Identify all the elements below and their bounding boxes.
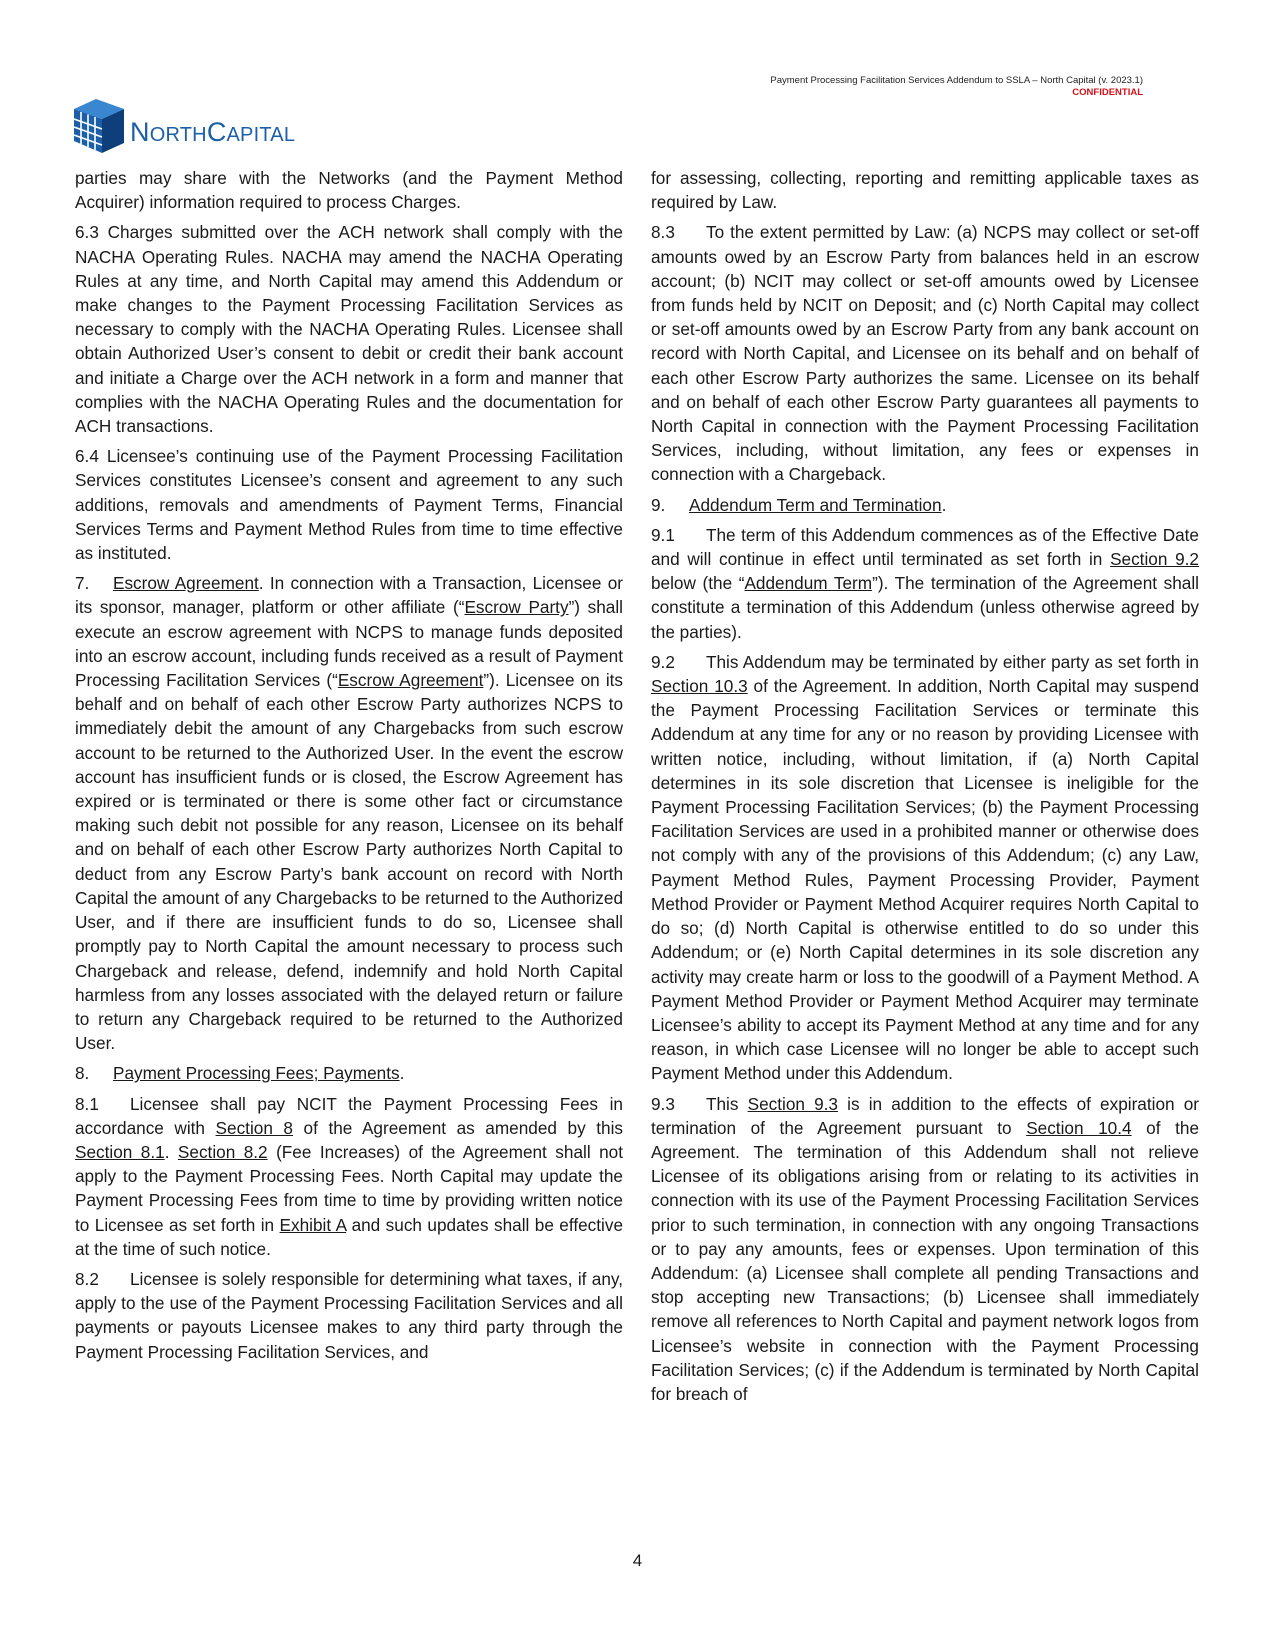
paragraph: for assessing, collecting, reporting and remitting applicable taxes as required by Law. xyxy=(651,168,1199,213)
cross-reference: Section 8.1 xyxy=(75,1141,165,1162)
cross-reference: Section 10.4 xyxy=(1026,1117,1132,1138)
section-9-heading: 9. Addendum Term and Termination. xyxy=(651,493,1199,517)
section-number: 9.3 xyxy=(651,1093,675,1114)
cross-reference: Section 9.3 xyxy=(747,1093,838,1114)
page-number: 4 xyxy=(632,1551,643,1570)
section-number: 8. xyxy=(75,1063,90,1084)
cross-reference: Section 8.2 xyxy=(177,1141,268,1162)
cross-reference: Section 9.2 xyxy=(1110,549,1199,570)
section-number: 7. xyxy=(75,573,90,594)
section-9-2: 9.2 This Addendum may be terminated by either party as set forth in Section 10.3 of the Agreement. In addition, North Capital may suspend the Payment Processing Facilitation Services or terminate this Addendum at any time for any or no reason by providing Licensee with written notice, including, without limitation, if (a) North Capital determines in its sole discretion that Licensee is ineligible for the Payment Processing Facilitation Services; (b) the Payment Processing Facilitation Services are used in a prohibited manner or otherwise does not comply with any of the provisions of this Addendum; (c) any Law, Payment Method Rules, Payment Processing Provider, Payment Method Provider or Payment Method Acquirer requires North Capital to do so; (d) North Capital is otherwise entitled to do so under this Addendum; or (e) North Capital determines in its sole discretion any activity may create harm or loss to the goodwill of a Payment Method. A Payment Method Provider or Payment Method Acquirer may terminate Licensee’s ability to accept its Payment Method at any time and for any reason, in which case Licensee will no longer be able to accept such Payment Method under this Addendum. xyxy=(651,651,1200,1084)
paragraph-6-3: 6.3 Charges submitted over the ACH network shall comply with the NACHA Operating Rules. NACHA may amend the NACHA Operating Rules at any time, and North Capital may amend this Addendum or make changes to the Payment Processing Facilitation Services as necessary to comply with the NACHA Operating Rules. Licensee shall obtain Authorized User’s consent to debit or credit their bank account and initiate a Charge over the ACH network in a form and manner that complies with the NACHA Operating Rules and the documentation for ACH transactions. xyxy=(75,222,623,437)
cross-reference: Section 10.3 xyxy=(651,676,748,697)
section-number: 9.2 xyxy=(651,651,675,672)
right-column xyxy=(651,166,1199,1412)
section-heading: Payment Processing Fees; Payments xyxy=(113,1063,400,1084)
paragraph: parties may share with the Networks (and the Payment Method Acquirer) information required to process Charges. xyxy=(75,168,623,213)
section-number: 8.2 xyxy=(75,1268,99,1289)
document-title: Payment Processing Facilitation Services Addendum to SSLA – North Capital (v. 2023.1) xyxy=(770,75,1143,86)
left-column xyxy=(75,166,623,1370)
section-7: 7. Escrow Agreement. In connection with a Transaction, Licensee or its sponsor, manager, platform or other affiliate (“Escrow Party”) shall execute an escrow agreement with NCPS to manage funds deposited into an escrow account, including funds received as a result of Payment Processing Facilitation Services (“Escrow Agreement”). Licensee on its behalf and on behalf of each other Escrow Party authorizes NCPS to immediately debit the amount of any Chargebacks from such escrow account to be returned to the Authorized User. In the event the escrow account has insufficient funds or is closed, the Escrow Agreement has expired or is terminated or there is some other fact or circumstance making such debit not possible for any reason, Licensee on its behalf and on behalf of each other Escrow Party authorizes North Capital to deduct from any Escrow Party’s bank account on record with North Capital the amount of any Chargebacks to be returned to the Authorized User, and if there are insufficient funds to do so, Licensee shall promptly pay to North Capital the amount necessary to process such Chargeback and release, defend, indemnify and hold North Capital harmless from any losses associated with the delayed return or failure to return any Chargeback required to be returned to the Authorized User. xyxy=(75,573,624,1054)
section-number: 8.1 xyxy=(75,1093,99,1114)
cross-reference: Section 8 xyxy=(215,1117,293,1138)
cross-reference: Exhibit A xyxy=(279,1214,347,1235)
north-capital-logo xyxy=(74,97,295,153)
logo-wordmark: NORTHCAPITAL xyxy=(130,116,296,147)
section-8-heading: 8. Payment Processing Fees; Payments. xyxy=(75,1061,623,1085)
defined-term: Escrow Agreement xyxy=(337,670,484,691)
logo-cube-icon xyxy=(74,97,124,153)
section-number: 9. xyxy=(651,494,666,515)
document-header xyxy=(770,75,1143,99)
section-heading: Escrow Agreement xyxy=(113,573,259,594)
section-8-2: 8.2 Licensee is solely responsible for determining what taxes, if any, apply to the use of the Payment Processing Facilitation Services and all payments or payouts Licensee makes to any third party through the Payment Processing Facilitation Services, and xyxy=(75,1268,623,1362)
section-8-3: 8.3 To the extent permitted by Law: (a) NCPS may collect or set-off amounts owed by an Escrow Party from balances held in an escrow account; (b) NCIT may collect or set-off amounts owed by Licensee from funds held by NCIT on Deposit; and (c) North Capital may collect or set-off amounts owed by an Escrow Party from any bank account on record with North Capital, and Licensee on its behalf and on behalf of each other Escrow Party authorizes the same. Licensee on its behalf and on behalf of each other Escrow Party guarantees all payments to North Capital in connection with the Payment Processing Facilitation Services, including, without limitation, any fees or expenses in connection with a Chargeback. xyxy=(651,222,1199,485)
section-number: 8.3 xyxy=(651,222,675,243)
section-8-1: 8.1 Licensee shall pay NCIT the Payment Processing Fees in accordance with Section 8 of the Agreement as amended by this Section 8.1. Section 8.2 (Fee Increases) of the Agreement shall not apply to the Payment Processing Fees. North Capital may update the Payment Processing Fees from time to time by providing written notice to Licensee as set forth in Exhibit A and such updates shall be effective at the time of such notice. xyxy=(75,1093,624,1259)
section-9-1: 9.1 The term of this Addendum commences as of the Effective Date and will continue in effect until terminated as set forth in Section 9.2 below (the “Addendum Term”). The termination of the Agreement shall constitute a termination of this Addendum (unless otherwise agreed by the parties). xyxy=(651,524,1199,642)
defined-term: Escrow Party xyxy=(464,597,569,618)
paragraph-6-4: 6.4 Licensee’s continuing use of the Payment Processing Facilitation Services constitutes Licensee’s consent and agreement to any such additions, removals and amendments of Payment Terms, Financial Services Terms and Payment Method Rules from time to time effective as instituted. xyxy=(75,446,623,564)
confidential-label: CONFIDENTIAL xyxy=(1072,87,1143,98)
section-9-3: 9.3 This Section 9.3 is in addition to the effects of expiration or termination of the Agreement pursuant to Section 10.4 of the Agreement. The termination of this Addendum shall not relieve Licensee of its obligations arising from or relating to its activities in connection with its use of the Payment Processing Facilitation Services prior to such termination, in connection with any ongoing Transactions or to pay any amounts, fees or expenses. Upon termination of this Addendum: (a) Licensee shall complete all pending Transactions and stop accepting new Transactions; (b) Licensee shall immediately remove all references to North Capital and payment network logos from Licensee’s website in connection with the Payment Processing Facilitation Services; (c) if the Addendum is terminated by North Capital for breach of xyxy=(651,1093,1200,1404)
section-number: 9.1 xyxy=(651,524,675,545)
defined-term: Addendum Term xyxy=(744,573,873,594)
section-heading: Addendum Term and Termination xyxy=(689,494,942,515)
